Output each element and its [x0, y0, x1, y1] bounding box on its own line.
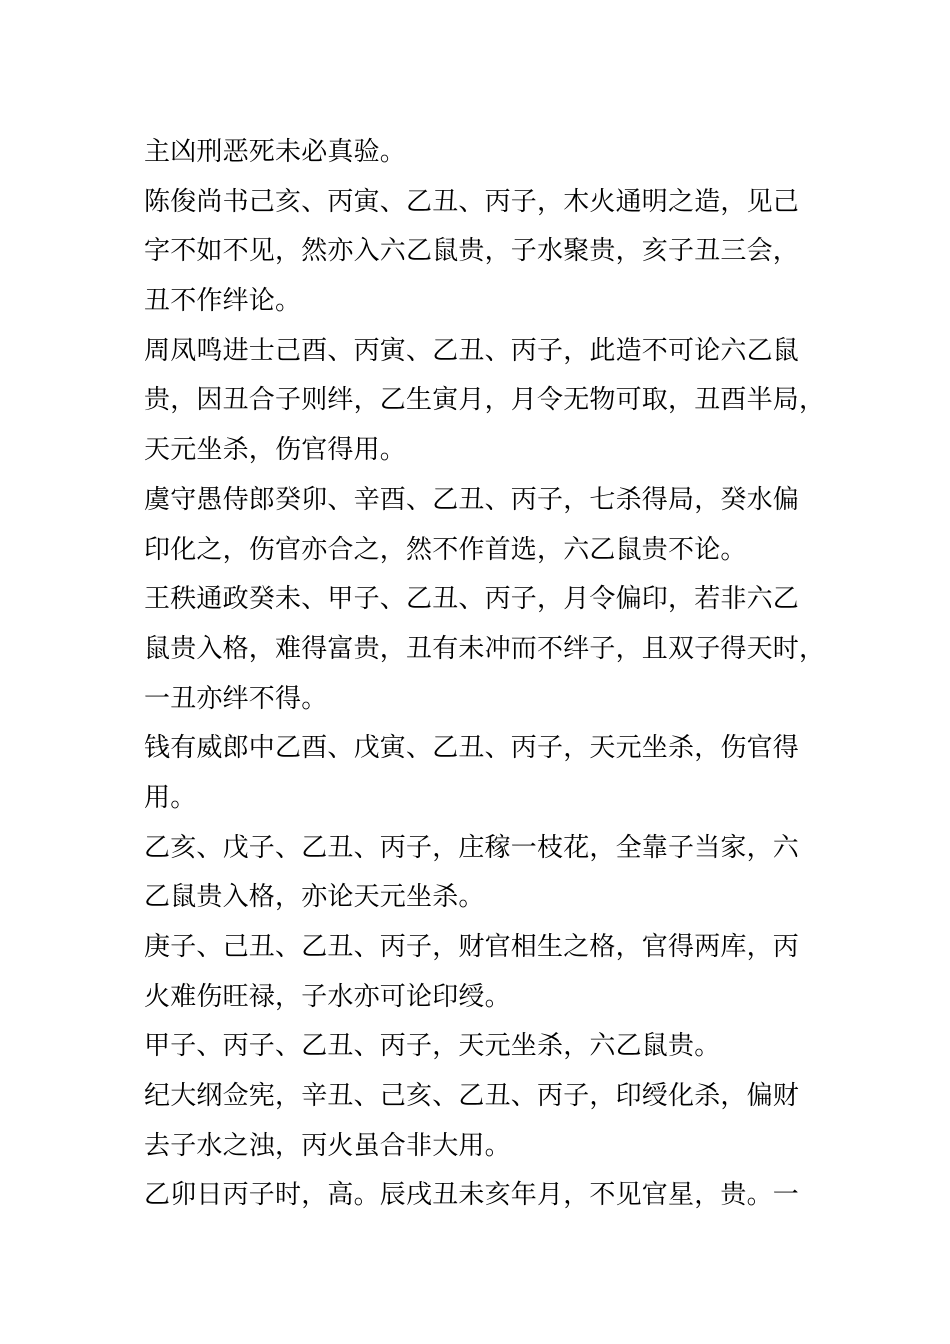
text-line: 用。 [144, 782, 197, 813]
text-line: 王秩通政癸未、甲子、乙丑、丙子，月令偏印，若非六乙 [144, 584, 800, 615]
text-line: 庚子、己丑、乙丑、丙子，财官相生之格，官得两库，丙 [144, 932, 800, 962]
text-line: 字不如不见，然亦入六乙鼠贵，子水聚贵，亥子丑三会， [144, 236, 800, 267]
text-line: 天元坐杀，伤官得用。 [144, 435, 407, 466]
text-line: 火难伤旺禄，子水亦可论印绶。 [144, 981, 511, 1012]
text-line: 丑不作绊论。 [144, 286, 302, 317]
text-line: 主凶刑恶死未必真验。 [144, 137, 407, 167]
text-line: 纪大纲佥宪，辛丑、己亥、乙丑、丙子，印绶化杀，偏财 [144, 1081, 800, 1112]
document-body [144, 130, 826, 1223]
text-line: 一丑亦绊不得。 [144, 683, 328, 714]
text-line: 贵，因丑合子则绊，乙生寅月，月令无物可取，丑酉半局， [144, 385, 826, 416]
text-line: 钱有威郎中乙酉、戊寅、乙丑、丙子，天元坐杀，伤官得 [144, 733, 800, 764]
text-line: 乙鼠贵入格，亦论天元坐杀。 [144, 882, 485, 913]
text-line: 印化之，伤官亦合之，然不作首选，六乙鼠贵不论。 [144, 534, 747, 565]
text-line: 乙卯日丙子时，高。辰戌丑未亥年月，不见官星，贵。一 [144, 1180, 800, 1211]
text-line: 甲子、丙子、乙丑、丙子，天元坐杀，六乙鼠贵。 [144, 1031, 721, 1062]
text-line: 陈俊尚书己亥、丙寅、乙丑、丙子，木火通明之造，见己 [144, 186, 800, 217]
text-line: 乙亥、戊子、乙丑、丙子，庄稼一枝花，全靠子当家，六 [144, 832, 800, 863]
text-line: 周凤鸣进士己酉、丙寅、乙丑、丙子，此造不可论六乙鼠 [144, 335, 800, 366]
text-line: 去子水之浊，丙火虽合非大用。 [144, 1130, 511, 1161]
text-line: 鼠贵入格，难得富贵，丑有未冲而不绊子，且双子得天时， [144, 633, 826, 664]
text-line: 虞守愚侍郎癸卯、辛酉、乙丑、丙子，七杀得局，癸水偏 [144, 484, 800, 515]
